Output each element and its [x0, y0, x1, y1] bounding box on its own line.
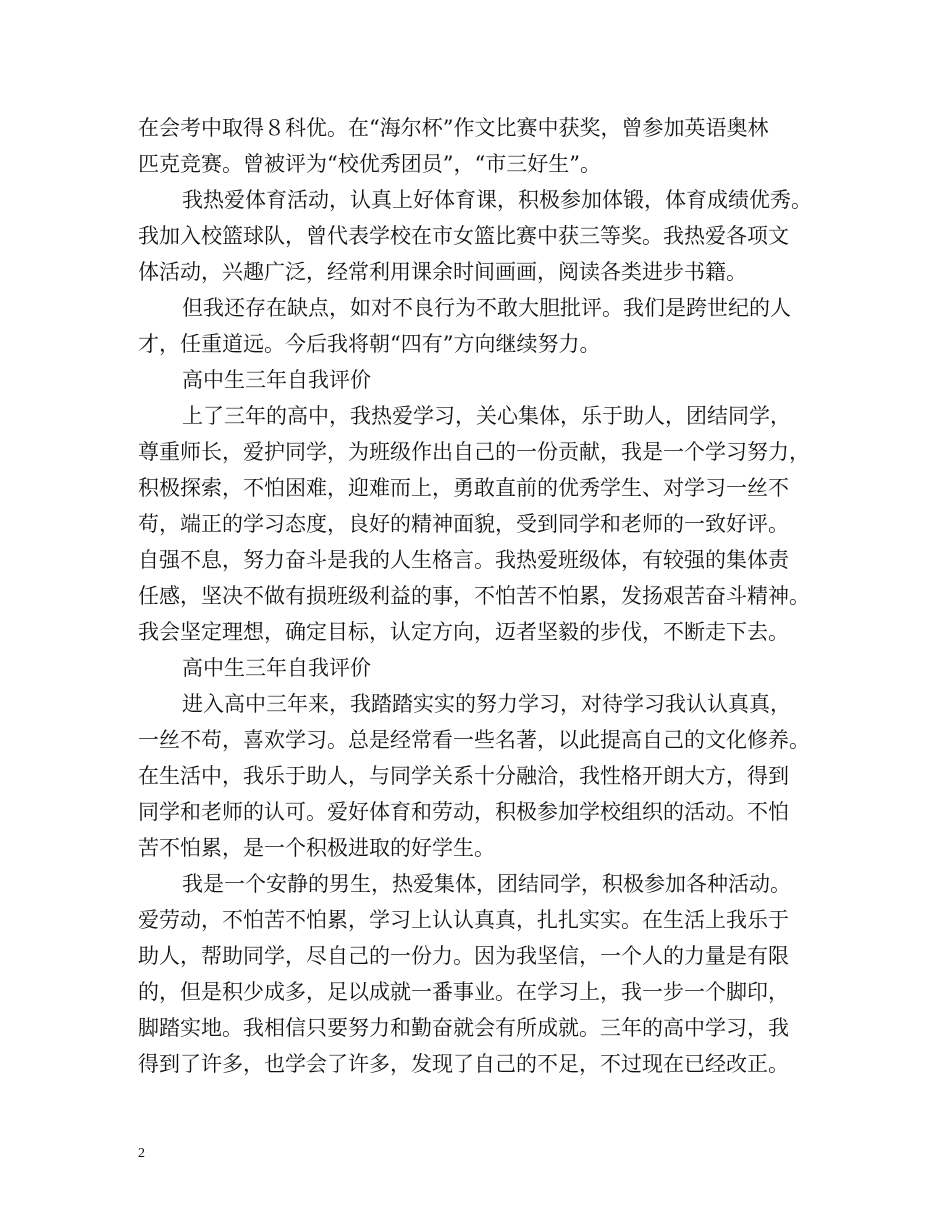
text-line: 苦不怕累，是一个积极进取的好学生。	[138, 836, 495, 860]
text-line: 苟，端正的学习态度，良好的精神面貌，受到同学和老师的一致好评。	[138, 512, 789, 536]
text-line: 我热爱体育活动，认真上好体育课，积极参加体锻，体育成绩优秀。	[182, 188, 812, 212]
text-line: 一丝不苟，喜欢学习。总是经常看一些名著，以此提高自己的文化修养。	[138, 728, 810, 752]
document-body	[138, 110, 828, 1082]
text-line: 尊重师长，爱护同学，为班级作出自己的一份贡献，我是一个学习努力，	[138, 440, 810, 464]
text-line: 我加入校篮球队，曾代表学校在市女篮比赛中获三等奖。我热爱各项文	[138, 224, 789, 248]
text-line: 进入高中三年来，我踏踏实实的努力学习，对待学习我认认真真，	[182, 692, 791, 716]
text-line: 爱劳动，不怕苦不怕累，学习上认认真真，扎扎实实。在生活上我乐于	[138, 908, 789, 932]
text-line: 得到了许多，也学会了许多，发现了自己的不足，不过现在已经改正。	[138, 1052, 789, 1076]
text-line: 同学和老师的认可。爱好体育和劳动，积极参加学校组织的活动。不怕	[138, 800, 789, 824]
page-number: 2	[138, 1146, 145, 1161]
text-line: 才，任重道远。今后我将朝“四有”方向继续努力。	[138, 332, 601, 356]
text-line: 积极探索，不怕困难，迎难而上，勇敢直前的优秀学生、对学习一丝不	[138, 476, 789, 500]
text-line: 体活动，兴趣广泛，经常利用课余时间画画，阅读各类进步书籍。	[138, 260, 747, 284]
text-line: 匹克竞赛。曾被评为“校优秀团员”，“市三好生”。	[138, 152, 601, 176]
text-line: 高中生三年自我评价	[182, 368, 371, 392]
text-line: 的，但是积少成多，足以成就一番事业。在学习上，我一步一个脚印，	[138, 980, 789, 1004]
text-line: 任感，坚决不做有损班级利益的事，不怕苦不怕累，发扬艰苦奋斗精神。	[138, 584, 810, 608]
text-line: 但我还存在缺点，如对不良行为不敢大胆批评。我们是跨世纪的人	[182, 296, 791, 320]
text-line: 脚踏实地。我相信只要努力和勤奋就会有所成就。三年的高中学习，我	[138, 1016, 789, 1040]
text-line: 在会考中取得８科优。在“海尔杯”作文比赛中获奖，曾参加英语奥林	[138, 116, 769, 140]
text-line: 上了三年的高中，我热爱学习，关心集体，乐于助人，团结同学，	[182, 404, 791, 428]
text-line: 自强不息，努力奋斗是我的人生格言。我热爱班级体，有较强的集体责	[138, 548, 789, 572]
text-line: 助人，帮助同学，尽自己的一份力。因为我坚信，一个人的力量是有限	[138, 944, 789, 968]
text-line: 在生活中，我乐于助人，与同学关系十分融洽，我性格开朗大方，得到	[138, 764, 789, 788]
text-line: 我会坚定理想，确定目标，认定方向，迈者坚毅的步伐，不断走下去。	[138, 620, 789, 644]
text-line: 高中生三年自我评价	[182, 656, 371, 680]
text-line: 我是一个安静的男生，热爱集体，团结同学，积极参加各种活动。	[182, 872, 791, 896]
